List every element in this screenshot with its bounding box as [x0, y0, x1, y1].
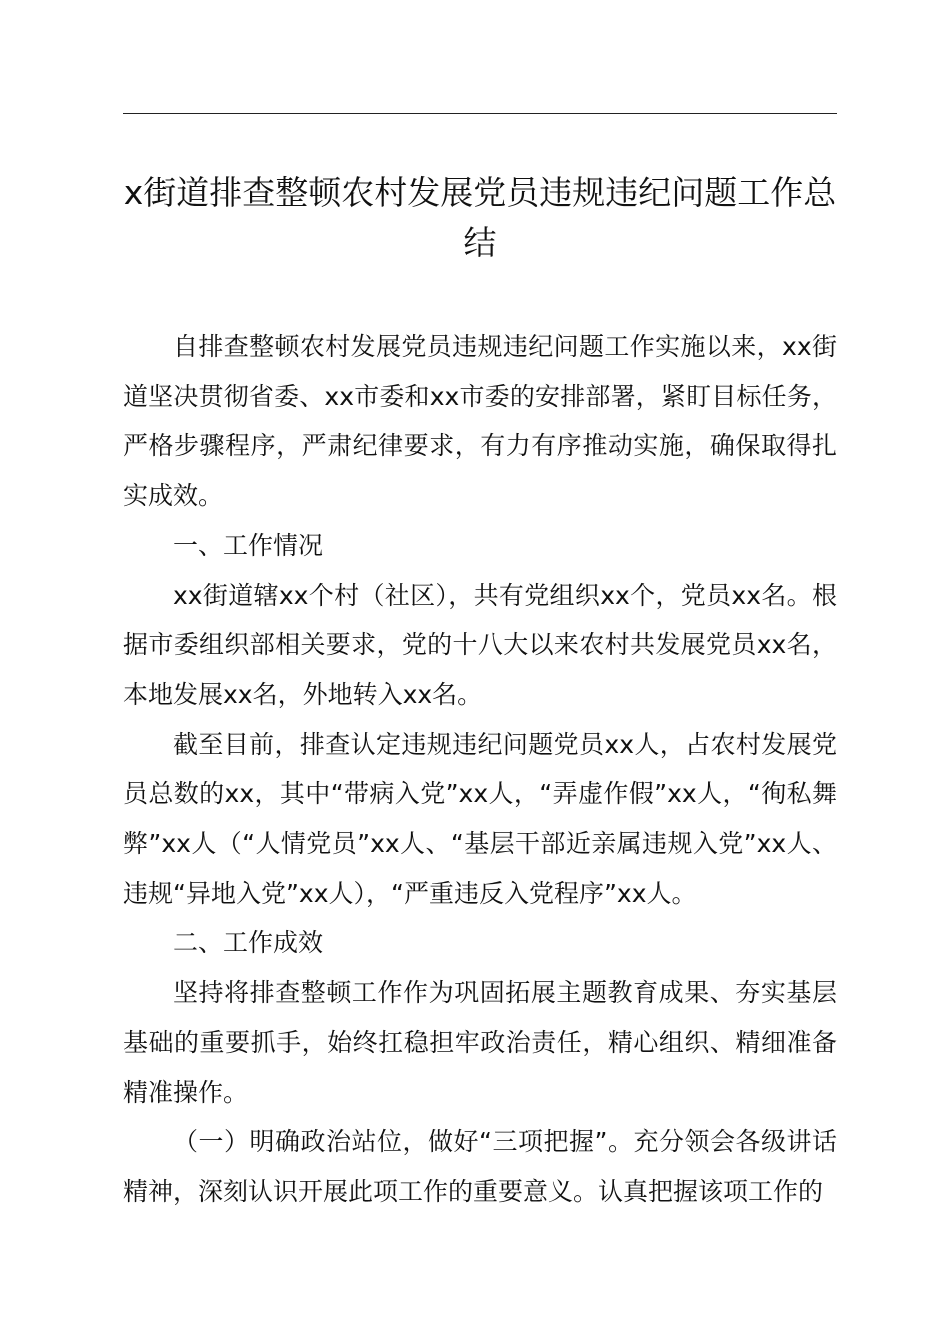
paragraph-findings: 截至目前，排查认定违规违纪问题党员xx人，占农村发展党员总数的xx，其中“带病入党”xx人，“弄虚作假”xx人，“徇私舞弊”xx人（“人情党员”xx人、“基层干部近亲属违规入党”xx人、违规“异地入党”xx人），“严重违反入党程序”xx人。	[123, 729, 837, 908]
header-rule	[123, 113, 837, 114]
paragraph-intro: 自排查整顿农村发展党员违规违纪问题工作实施以来，xx街道坚决贯彻省委、xx市委和xx市委的安排部署，紧盯目标任务，严格步骤程序，严肃纪律要求，有力有序推动实施，确保取得扎实成效。	[123, 332, 837, 511]
document-title: x街道排查整顿农村发展党员违规违纪问题工作总结	[123, 173, 837, 262]
paragraph-results: 坚持将排查整顿工作作为巩固拓展主题教育成果、夯实基层基础的重要抓手，始终扛稳担牢政治责任，精心组织、精细准备精准操作。	[123, 978, 837, 1107]
paragraph-subsection-one: （一）明确政治站位，做好“三项把握”。充分领会各级讲话精神，深刻认识开展此项工作的重要意义。认真把握该项工作的	[123, 1127, 837, 1206]
section-heading-work-situation: 一、工作情况	[173, 530, 324, 560]
document-body	[123, 322, 837, 1217]
section-heading-work-results: 二、工作成效	[173, 928, 324, 958]
paragraph-overview: xx街道辖xx个村（社区），共有党组织xx个，党员xx名。根据市委组织部相关要求，党的十八大以来农村共发展党员xx名，本地发展xx名，外地转入xx名。	[123, 580, 837, 709]
